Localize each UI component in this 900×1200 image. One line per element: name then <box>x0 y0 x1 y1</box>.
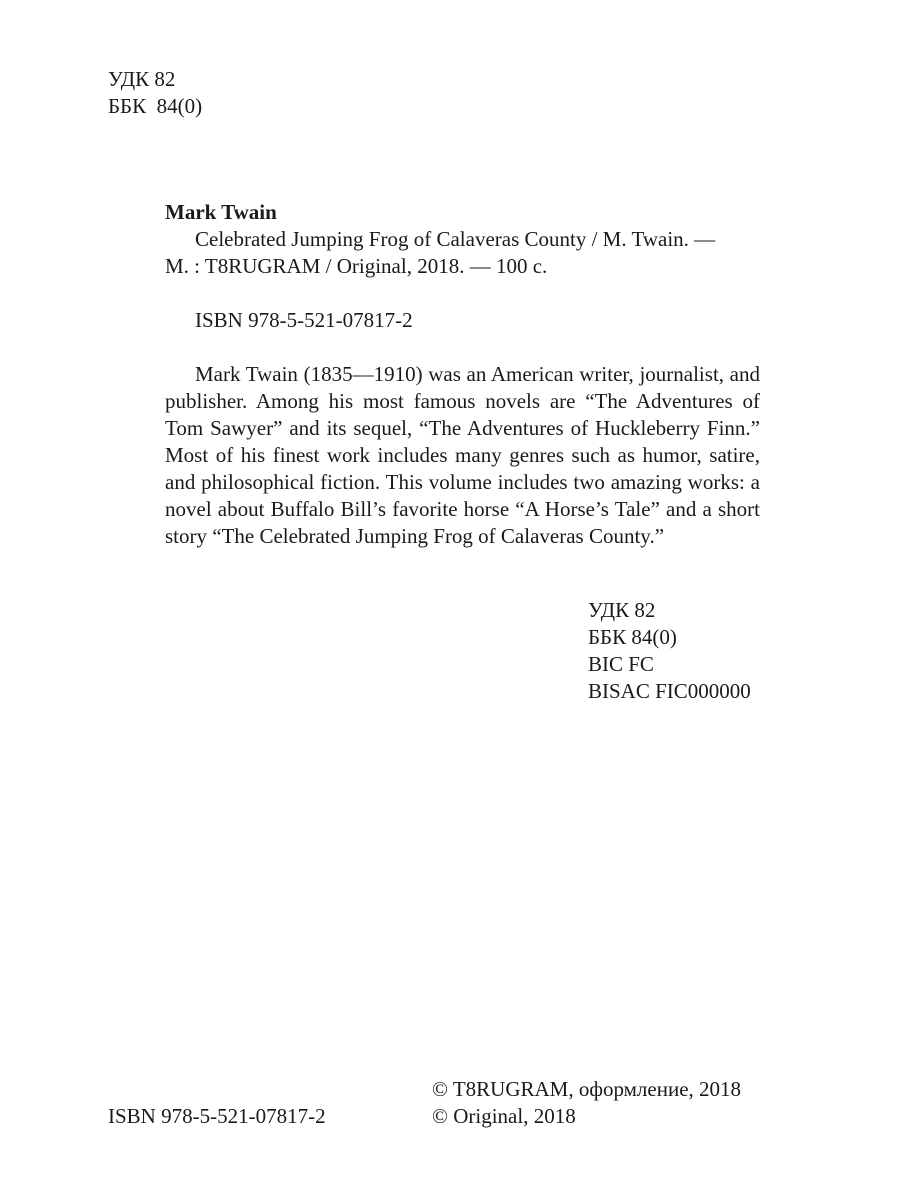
bibliographic-record <box>165 199 760 550</box>
copyright-original: © Original, 2018 <box>432 1104 576 1128</box>
bisac-code: BISAC FIC000000 <box>588 679 751 703</box>
isbn: ISBN 978-5-521-07817-2 <box>195 308 413 332</box>
classification-codes-block <box>588 597 751 705</box>
udk-code: УДК 82 <box>588 598 656 622</box>
title-line-2: M. : T8RUGRAM / Original, 2018. — 100 c. <box>165 254 548 278</box>
annotation-paragraph: Mark Twain (1835—1910) was an American writer, journalist, and publisher. Among his most famous novels are “The Adventures of Tom Sawyer” and its sequel, “The Adventures of Huckleberry Finn.” Most of his finest work includes many genres such as humor, satire, and philosophical fiction. This volume includes two amazing works: a novel about Buffalo Bill’s favorite horse “A Horse’s Tale” and a short story “The Celebrated Jumping Frog of Calaveras County.” <box>165 362 760 548</box>
bic-code: BIC FC <box>588 652 654 676</box>
bbk-code: ББК 84(0) <box>108 94 203 118</box>
footer-isbn-block <box>108 1103 326 1130</box>
udk-code: УДК 82 <box>108 67 176 91</box>
copyright-block <box>432 1076 741 1130</box>
footer-isbn: ISBN 978-5-521-07817-2 <box>108 1104 326 1128</box>
bbk-code: ББК 84(0) <box>588 625 677 649</box>
title-line-1: Celebrated Jumping Frog of Calaveras County / M. Twain. — <box>195 227 716 251</box>
author-name: Mark Twain <box>165 200 277 224</box>
top-classification-block <box>108 66 202 120</box>
copyright-design: © T8RUGRAM, оформление, 2018 <box>432 1077 742 1101</box>
